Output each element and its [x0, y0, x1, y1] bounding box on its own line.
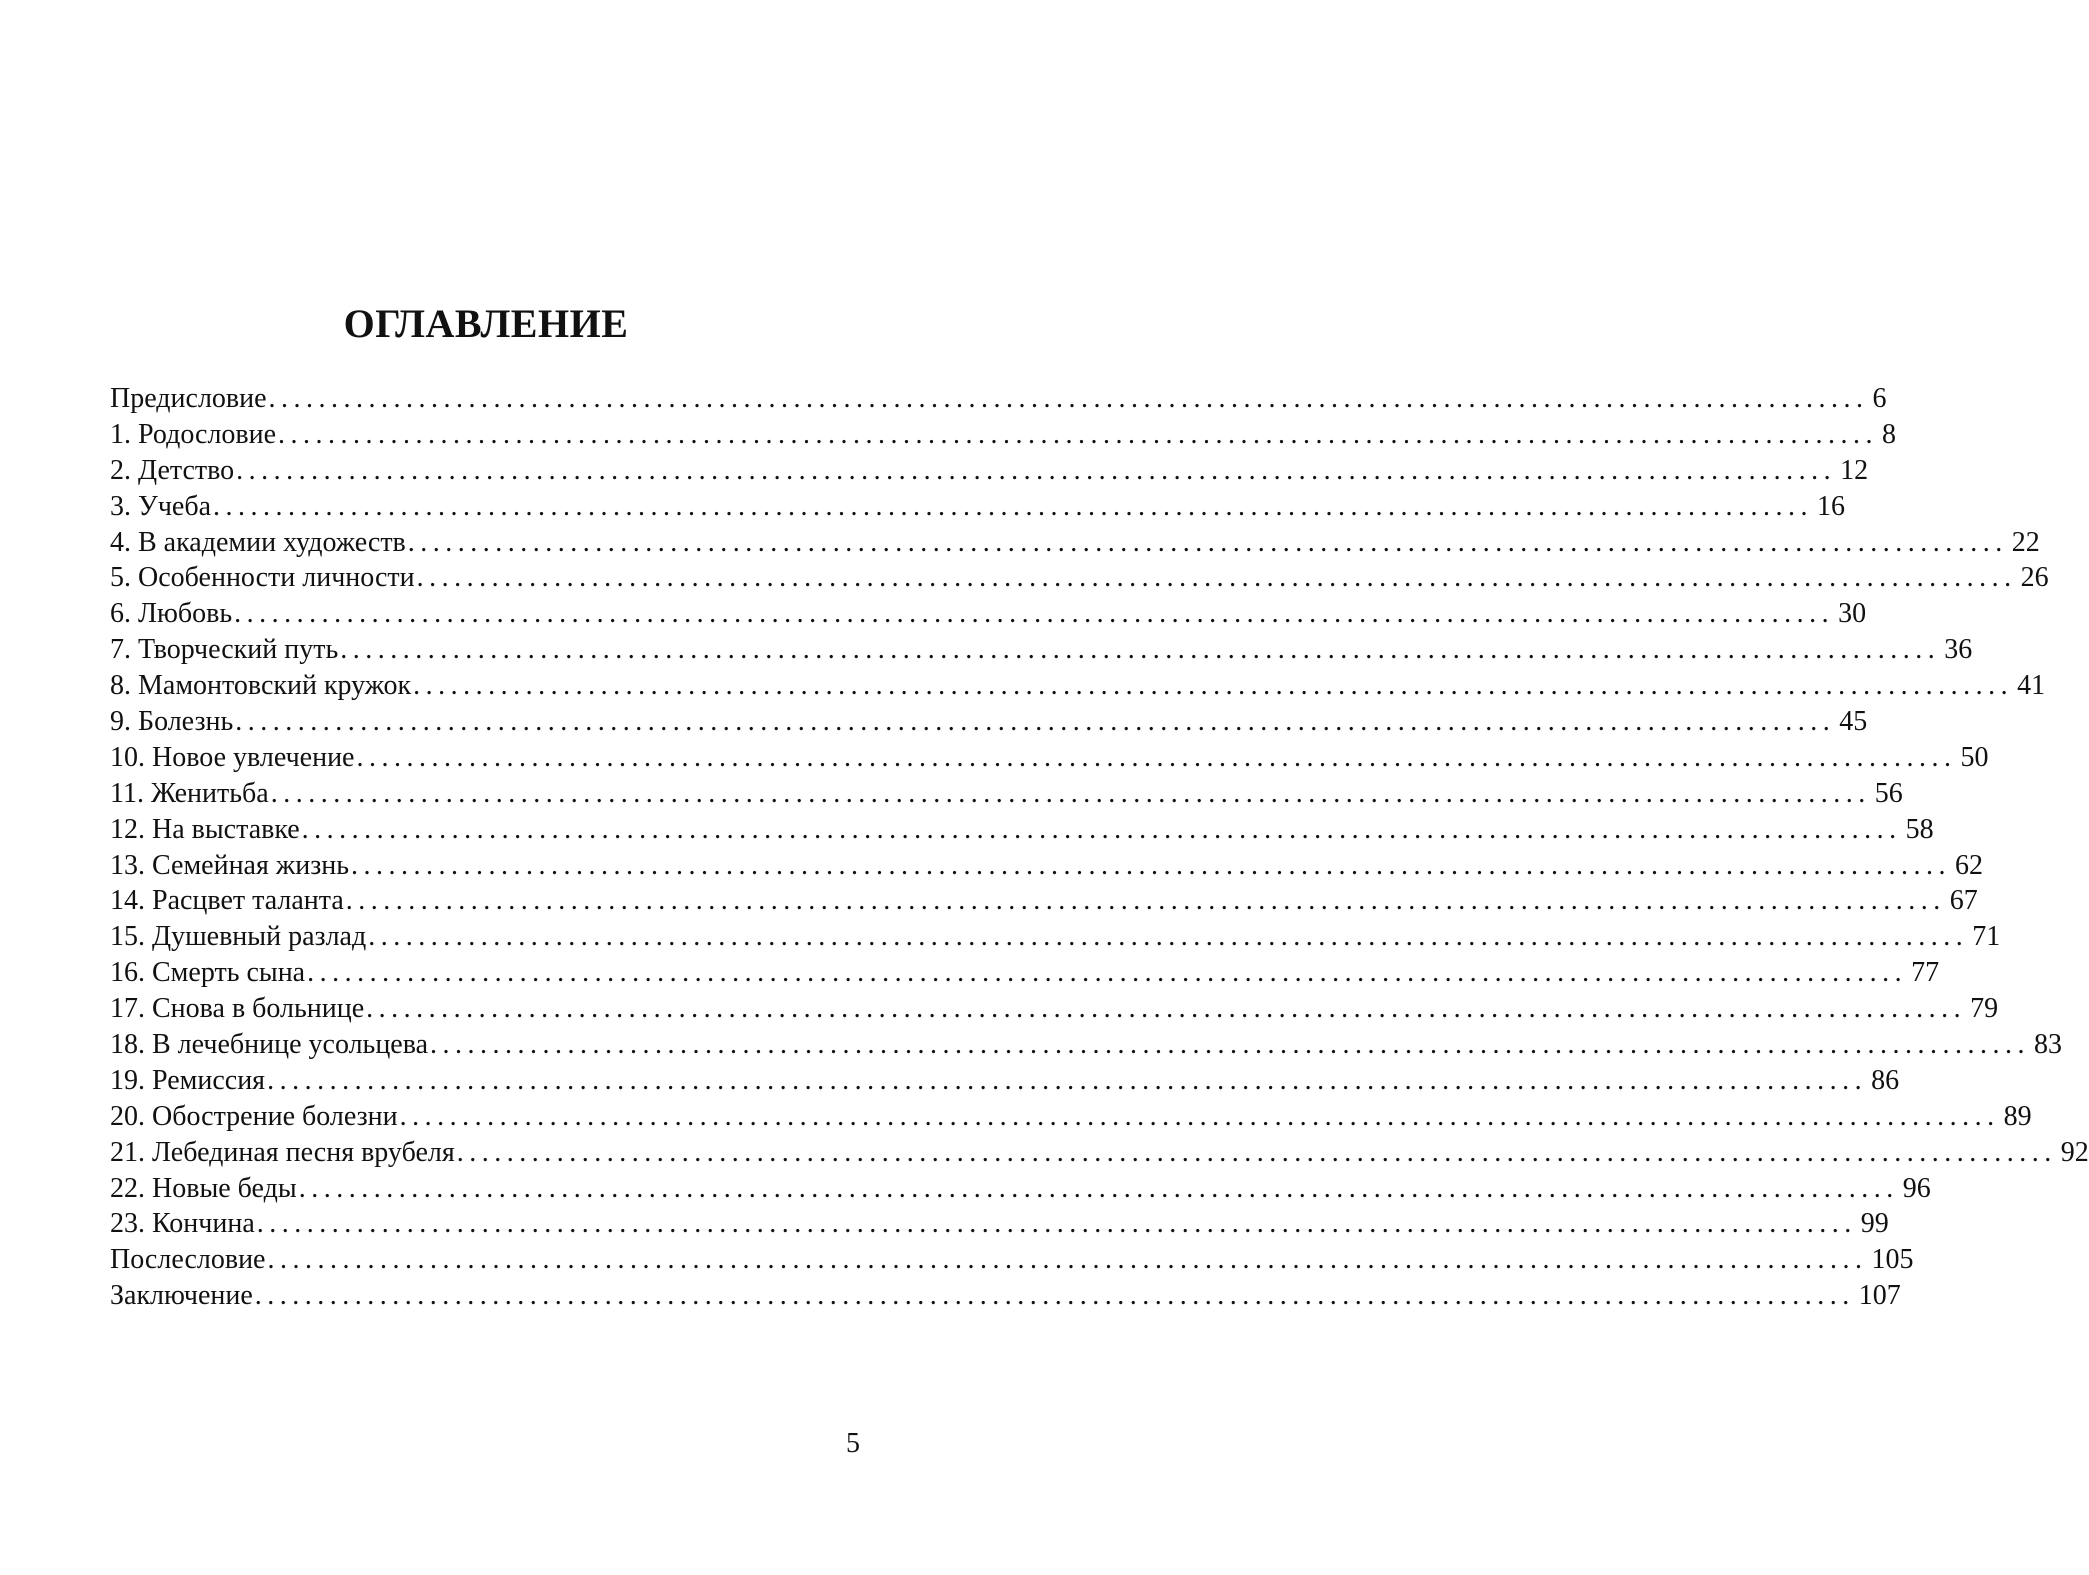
- toc-entry-label: 9. Болезнь: [110, 706, 234, 738]
- toc-entry-page: 79: [1970, 993, 1999, 1025]
- toc-entry: [110, 1099, 2032, 1135]
- toc-entry-label: Заключение: [110, 1280, 253, 1312]
- table-of-contents: [110, 381, 2089, 1314]
- toc-entry: [110, 596, 1867, 632]
- toc-entry-page: 92: [2060, 1136, 2089, 1168]
- toc-entry-label: 3. Учеба: [110, 490, 212, 522]
- toc-entry: [110, 453, 1869, 489]
- toc-entry-page: 16: [1817, 490, 1846, 522]
- toc-entry-label: 20. Обострение болезни: [110, 1100, 398, 1132]
- toc-entry-page: 58: [1905, 813, 1934, 845]
- toc-dot-leader: ................................................................................................................................: [270, 777, 1871, 809]
- toc-entry-label: Предисловие: [110, 383, 267, 414]
- toc-entry-label: 16. Смерть сына: [110, 957, 306, 989]
- toc-entry-page: 105: [1871, 1244, 1914, 1276]
- toc-entry: [110, 740, 1989, 776]
- toc-dot-leader: ................................................................................................................................: [278, 418, 1879, 450]
- toc-dot-leader: ................................................................................................................................: [345, 885, 1946, 917]
- toc-entry-page: 77: [1911, 957, 1940, 989]
- toc-entry-label: 1. Родословие: [110, 418, 277, 450]
- toc-dot-leader: ................................................................................................................................: [340, 634, 1941, 666]
- toc-entry: [110, 919, 2001, 955]
- toc-entry-label: 5. Особенности личности: [110, 562, 415, 594]
- toc-entry: [110, 883, 1978, 919]
- toc-dot-leader: ................................................................................................................................: [413, 670, 2014, 702]
- toc-entry-label: 15. Душевный разлад: [110, 921, 367, 953]
- toc-entry: [110, 848, 1984, 884]
- toc-entry-label: 4. В академии художеств: [110, 526, 406, 558]
- toc-dot-leader: ................................................................................................................................: [351, 849, 1952, 881]
- toc-entry-page: 26: [2020, 562, 2049, 594]
- toc-entry-label: 22. Новые беды: [110, 1172, 297, 1204]
- toc-entry: [110, 704, 1868, 740]
- toc-dot-leader: ................................................................................................................................: [268, 383, 1869, 414]
- toc-dot-leader: ................................................................................................................................: [456, 1136, 2057, 1168]
- toc-dot-leader: ................................................................................................................................: [399, 1100, 2000, 1132]
- toc-entry: [110, 668, 2046, 704]
- toc-entry-label: 13. Семейная жизнь: [110, 849, 350, 881]
- toc-entry: [110, 1063, 1900, 1099]
- toc-entry: [110, 1171, 1931, 1207]
- toc-dot-leader: ................................................................................................................................: [298, 1172, 1899, 1204]
- toc-entry-label: Послесловие: [110, 1244, 266, 1276]
- toc-dot-leader: ................................................................................................................................: [213, 490, 1814, 522]
- toc-dot-leader: ................................................................................................................................: [366, 993, 1967, 1025]
- toc-entry-page: 62: [1955, 849, 1984, 881]
- toc-entry-page: 45: [1839, 706, 1868, 738]
- toc-entry: [110, 632, 1973, 668]
- toc-entry: [110, 955, 1940, 991]
- toc-entry-page: 22: [2011, 526, 2040, 558]
- toc-dot-leader: ................................................................................................................................: [407, 526, 2008, 558]
- toc-dot-leader: ................................................................................................................................: [236, 454, 1837, 486]
- toc-entry-label: 17. Снова в больнице: [110, 993, 365, 1025]
- toc-dot-leader: ................................................................................................................................: [267, 1244, 1868, 1276]
- toc-entry-page: 107: [1858, 1280, 1901, 1312]
- toc-entry: [110, 776, 1903, 812]
- toc-dot-leader: ................................................................................................................................: [234, 598, 1835, 630]
- toc-entry: [110, 1135, 2089, 1171]
- toc-entry-page: 71: [1972, 921, 2001, 953]
- toc-entry: [110, 560, 2049, 596]
- toc-entry-label: 11. Женитьба: [110, 777, 269, 809]
- toc-entry: [110, 1242, 1914, 1278]
- toc-entry-page: 41: [2017, 670, 2046, 702]
- toc-dot-leader: ................................................................................................................................: [301, 813, 1902, 845]
- toc-entry: [110, 489, 1846, 525]
- toc-entry-label: 12. На выставке: [110, 813, 300, 845]
- toc-dot-leader: ................................................................................................................................: [307, 957, 1908, 989]
- toc-entry-label: 21. Лебединая песня врубеля: [110, 1136, 455, 1168]
- toc-entry: [110, 1278, 1901, 1314]
- toc-entry: [110, 1206, 1889, 1242]
- toc-dot-leader: ................................................................................................................................: [256, 1208, 1857, 1240]
- toc-entry-label: 7. Творческий путь: [110, 634, 339, 666]
- toc-dot-leader: ................................................................................................................................: [368, 921, 1969, 953]
- toc-entry-page: 99: [1860, 1208, 1889, 1240]
- toc-entry-label: 14. Расцвет таланта: [110, 885, 344, 917]
- toc-dot-leader: ................................................................................................................................: [267, 1064, 1868, 1096]
- toc-entry-label: 2. Детство: [110, 454, 235, 486]
- toc-entry-label: 10. Новое увлечение: [110, 741, 355, 773]
- toc-entry-label: 18. В лечебнице усольцева: [110, 1029, 429, 1061]
- toc-entry-page: 56: [1874, 777, 1903, 809]
- toc-entry-label: 23. Кончина: [110, 1208, 255, 1240]
- toc-entry: [110, 1027, 2063, 1063]
- toc-entry-label: 6. Любовь: [110, 598, 233, 630]
- toc-entry: [110, 991, 1999, 1027]
- toc-entry: [110, 525, 2040, 561]
- toc-entry-page: 30: [1838, 598, 1867, 630]
- toc-dot-leader: ................................................................................................................................: [416, 562, 2017, 594]
- toc-dot-leader: ................................................................................................................................: [356, 741, 1957, 773]
- toc-entry-page: 83: [2034, 1029, 2063, 1061]
- toc-entry-page: 12: [1840, 454, 1869, 486]
- toc-entry: [110, 381, 1887, 417]
- toc-dot-leader: ................................................................................................................................: [430, 1029, 2031, 1061]
- toc-entry-page: 86: [1871, 1064, 1900, 1096]
- toc-entry-page: 36: [1944, 634, 1973, 666]
- toc-dot-leader: ................................................................................................................................: [235, 706, 1836, 738]
- toc-entry-page: 6: [1872, 383, 1887, 414]
- toc-entry-page: 8: [1882, 418, 1897, 450]
- page-number: 5: [846, 1428, 860, 1459]
- toc-entry-page: 50: [1960, 741, 1989, 773]
- toc-title: ОГЛАВЛЕНИЕ: [343, 301, 629, 346]
- toc-entry-page: 89: [2003, 1100, 2032, 1132]
- toc-entry-label: 19. Ремиссия: [110, 1064, 266, 1096]
- toc-entry: [110, 417, 1897, 453]
- toc-entry-page: 96: [1902, 1172, 1931, 1204]
- toc-entry-label: 8. Мамонтовский кружок: [110, 670, 412, 702]
- toc-dot-leader: ................................................................................................................................: [254, 1280, 1855, 1312]
- toc-entry-page: 67: [1949, 885, 1978, 917]
- toc-entry: [110, 812, 1934, 848]
